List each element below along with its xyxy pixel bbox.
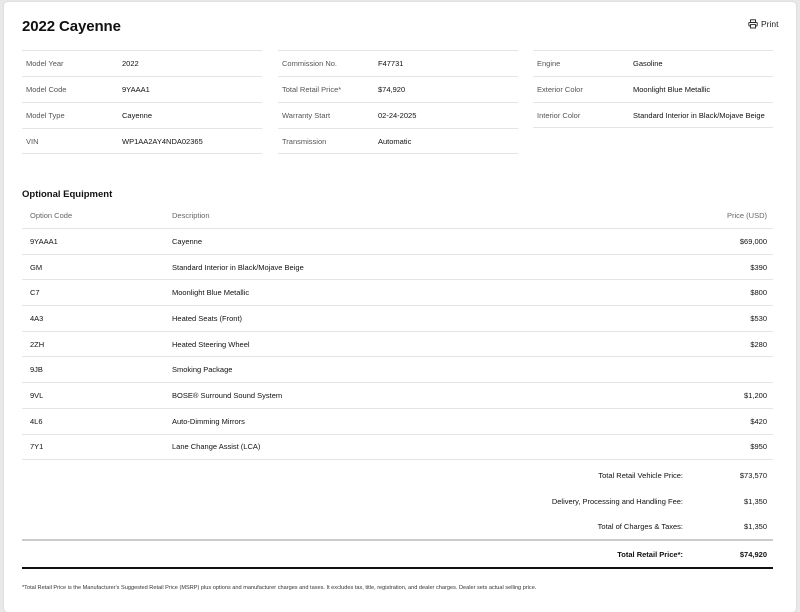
total-label: Total Retail Vehicle Price:	[598, 471, 683, 481]
spec-label: Total Retail Price*	[282, 85, 342, 94]
table-row	[22, 435, 773, 461]
spec-label: Interior Color	[537, 110, 581, 120]
option-description: Smoking Package	[172, 365, 233, 375]
spec-value: 2022	[122, 59, 139, 68]
option-description: Heated Seats (Front)	[172, 313, 243, 323]
spec-row	[22, 76, 262, 102]
option-code: 7Y1	[30, 442, 44, 452]
footnote: *Total Retail Price is the Manufacturer's Suggested Retail Price (MSRP) plus options and manufacturer charges and taxes. It excludes tax, title, registration, and dealer charges. Dealer sets actual selling price.	[22, 585, 537, 591]
option-code: 4A3	[30, 313, 44, 323]
spec-value: Standard Interior in Black/Mojave Beige	[633, 110, 765, 120]
spec-row	[22, 50, 262, 76]
spec-label: VIN	[26, 136, 39, 146]
print-label: Print	[761, 19, 779, 29]
header-description: Description	[172, 211, 210, 220]
total-row	[22, 463, 773, 489]
optional-equipment-table	[22, 203, 773, 460]
total-label: Total of Charges & Taxes:	[597, 522, 683, 532]
option-price: $280	[750, 339, 767, 349]
spec-label: Model Type	[26, 111, 65, 120]
spec-value: $74,920	[378, 85, 406, 94]
spec-value: Cayenne	[122, 111, 153, 120]
vehicle-details-card	[4, 2, 796, 612]
table-row	[22, 357, 773, 383]
spec-label: Model Year	[26, 59, 64, 68]
spec-value: 02-24-2025	[378, 111, 417, 120]
option-price: $950	[750, 442, 767, 452]
spec-row	[533, 102, 773, 128]
page-title: 2022 Cayenne	[22, 18, 121, 35]
spec-row	[278, 128, 518, 154]
grand-total-value: $74,920	[739, 549, 767, 559]
optional-equipment-title: Optional Equipment	[22, 189, 113, 200]
table-row	[22, 383, 773, 409]
print-button[interactable]	[748, 19, 778, 29]
spec-row	[22, 102, 262, 128]
table-header	[22, 203, 773, 229]
table-row	[22, 306, 773, 332]
table-row	[22, 409, 773, 435]
spec-value: Automatic	[378, 136, 412, 146]
spec-value: Gasoline	[633, 59, 663, 68]
table-row	[22, 229, 773, 255]
option-price: $800	[750, 288, 767, 298]
option-code: 9VL	[30, 390, 44, 400]
spec-label: Commission No.	[282, 59, 338, 68]
spec-row	[278, 102, 518, 128]
table-row	[22, 332, 773, 358]
spec-row	[22, 128, 262, 154]
option-description: Heated Steering Wheel	[172, 339, 250, 349]
total-label: Delivery, Processing and Handling Fee:	[551, 496, 683, 506]
option-code: 2ZH	[30, 339, 45, 349]
spec-column-2	[278, 50, 518, 154]
total-row	[22, 489, 773, 515]
spec-column-3	[533, 50, 773, 128]
table-row	[22, 280, 773, 306]
spec-value: F47731	[378, 59, 404, 68]
spec-column-1	[22, 50, 262, 154]
spec-value: WP1AA2AY4NDA02365	[122, 136, 203, 146]
option-description: Cayenne	[172, 236, 203, 246]
option-code: GM	[30, 262, 43, 272]
option-description: Standard Interior in Black/Mojave Beige	[172, 262, 304, 272]
spec-row	[533, 50, 773, 76]
total-row	[22, 514, 773, 540]
option-code: C7	[30, 288, 40, 298]
spec-label: Exterior Color	[537, 85, 583, 94]
option-code: 9JB	[30, 365, 43, 375]
option-price: $530	[750, 313, 767, 323]
spec-label: Warranty Start	[282, 111, 331, 120]
option-price: $69,000	[739, 236, 767, 246]
option-description: BOSE® Surround Sound System	[172, 390, 283, 400]
spec-row	[278, 50, 518, 76]
total-value: $73,570	[739, 471, 767, 481]
total-value: $1,350	[744, 496, 767, 506]
spec-label: Transmission	[282, 136, 327, 146]
spec-row	[533, 76, 773, 102]
option-price: $1,200	[744, 390, 767, 400]
spec-label: Engine	[537, 59, 561, 68]
option-description: Moonlight Blue Metallic	[172, 288, 250, 298]
option-code: 9YAAA1	[30, 236, 58, 246]
grand-total-row	[22, 539, 773, 569]
header-price: Price (USD)	[726, 211, 767, 220]
option-code: 4L6	[30, 416, 43, 426]
grand-total-label: Total Retail Price*:	[617, 549, 683, 559]
option-description: Auto-Dimming Mirrors	[172, 416, 245, 426]
option-price: $390	[750, 262, 767, 272]
option-price: $420	[750, 416, 767, 426]
total-value: $1,350	[744, 522, 767, 532]
option-description: Lane Change Assist (LCA)	[172, 442, 261, 452]
printer-icon	[748, 19, 758, 29]
spec-value: Moonlight Blue Metallic	[633, 85, 711, 94]
spec-value: 9YAAA1	[122, 85, 150, 94]
header-option-code: Option Code	[30, 211, 73, 220]
spec-label: Model Code	[26, 85, 67, 94]
totals-section	[22, 463, 773, 540]
spec-row	[278, 76, 518, 102]
table-row	[22, 255, 773, 281]
